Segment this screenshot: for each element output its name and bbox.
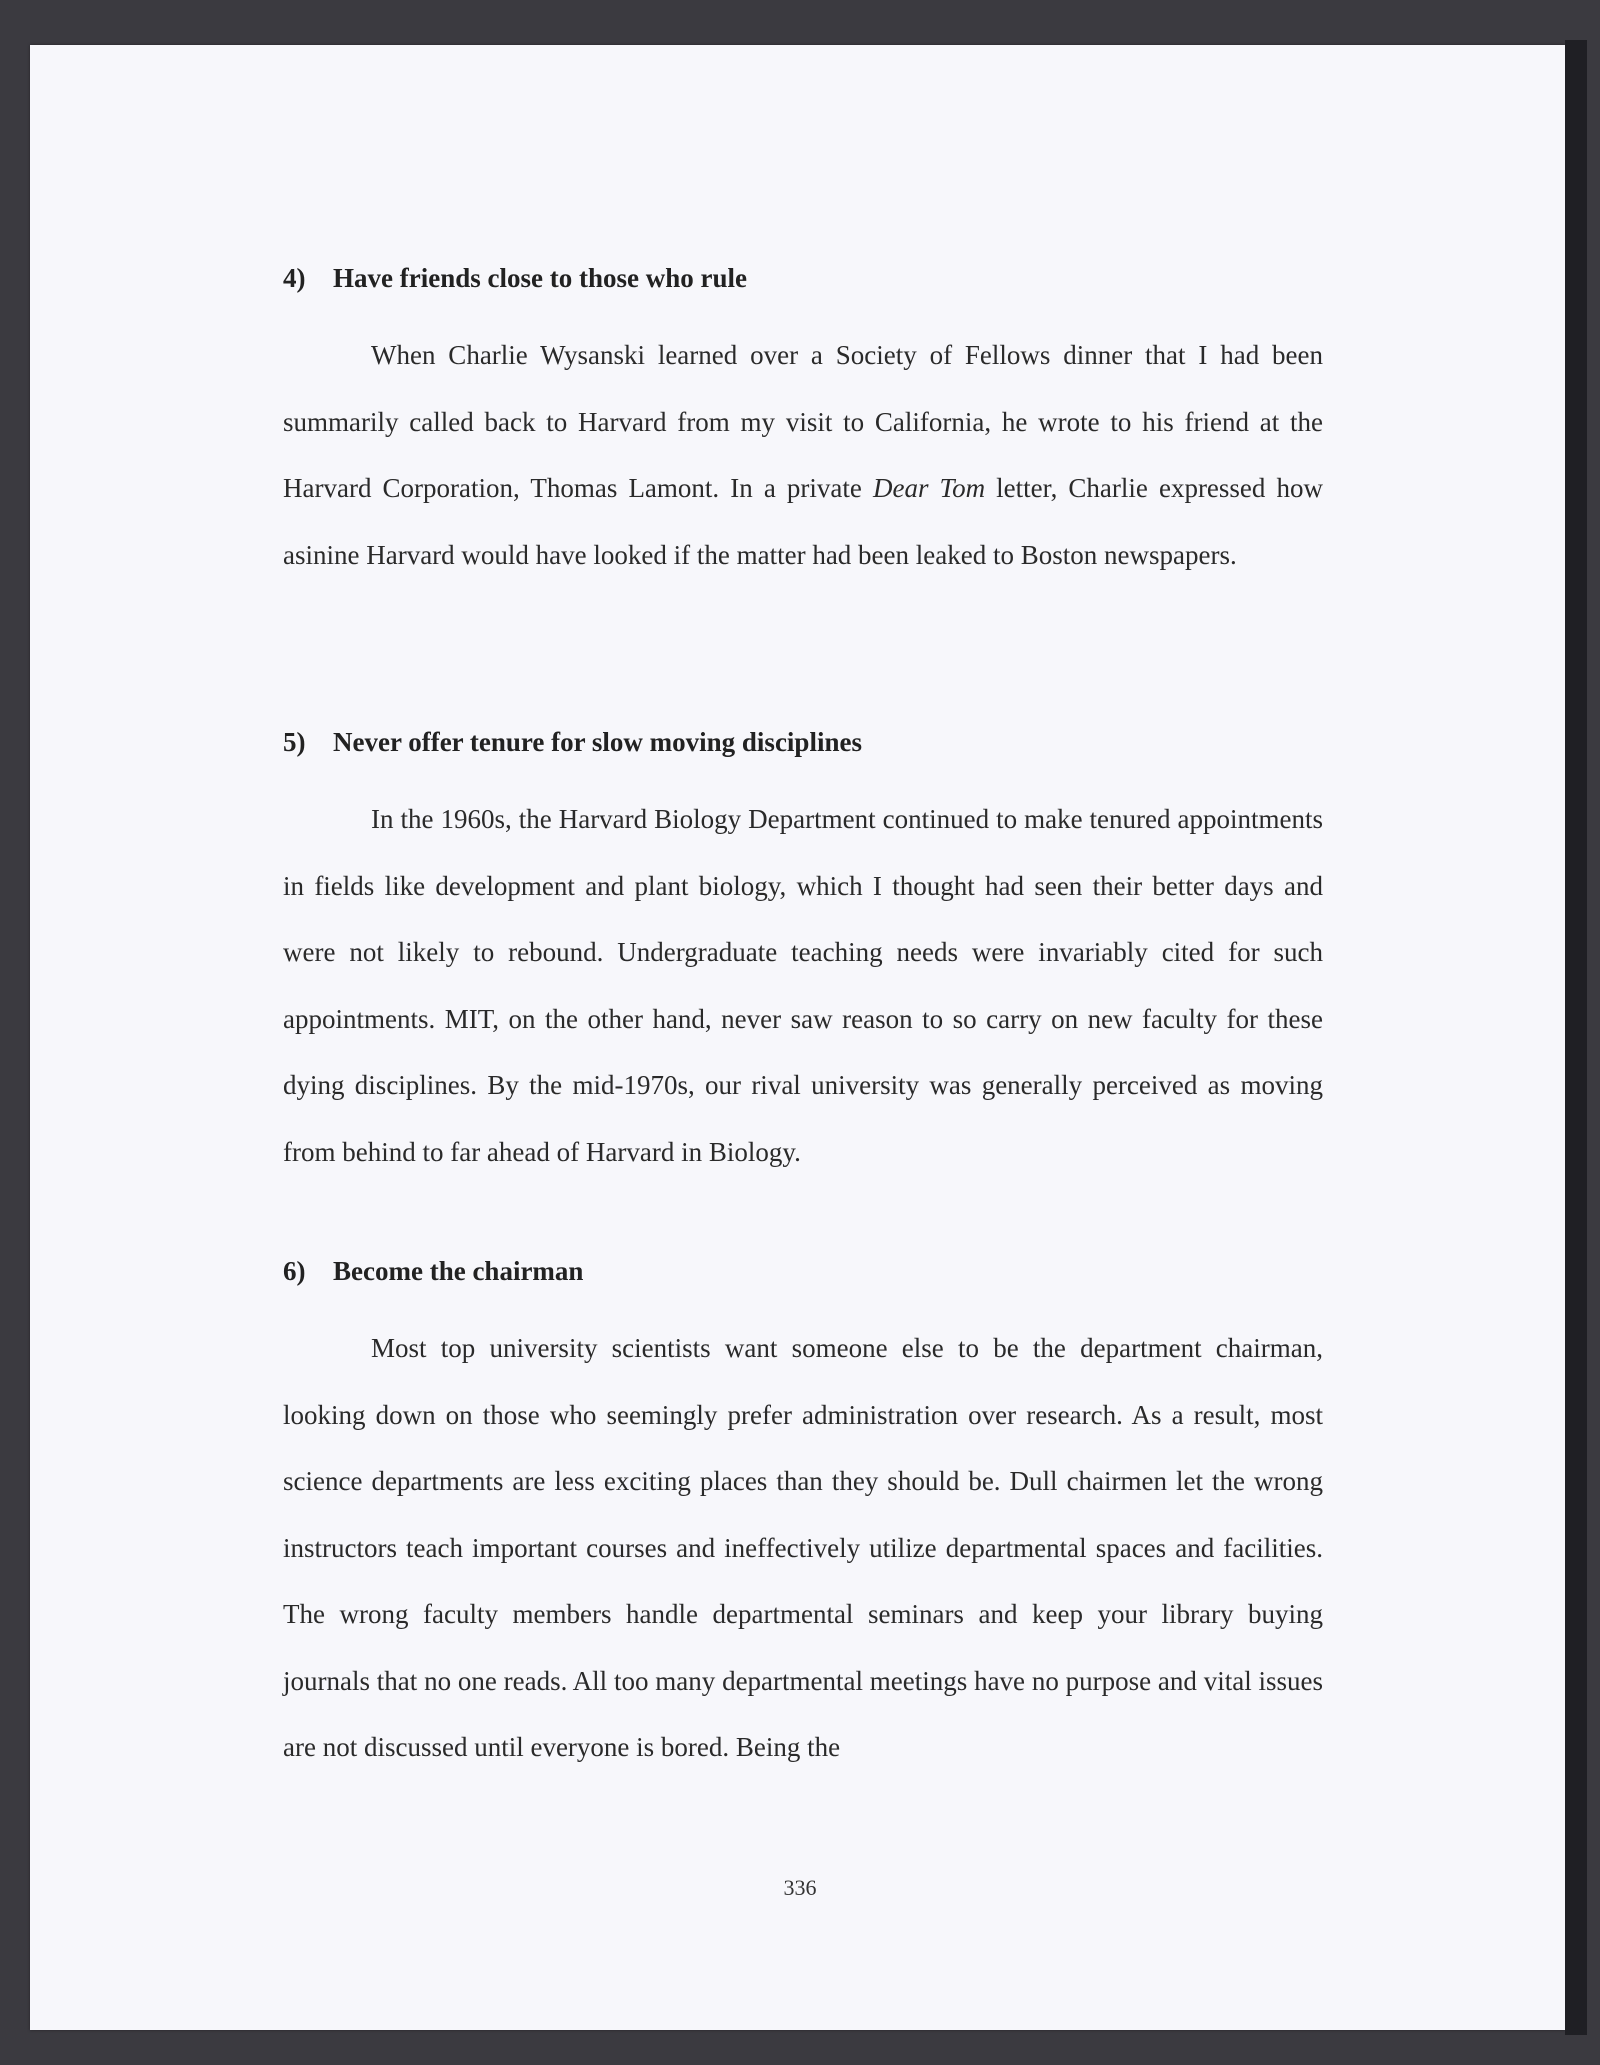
page-number: 336 xyxy=(783,1875,817,1900)
paragraph-italic-text: Dear Tom xyxy=(872,473,986,503)
section-number: 4) xyxy=(283,263,306,293)
page-edge-shadow xyxy=(1565,40,1587,2035)
section-heading xyxy=(283,1251,1323,1291)
section-paragraph: In the 1960s, the Harvard Biology Department continued to make tenured appointments in fields like development and plant biology, which I thought had seen their better days and were not likely to rebound. Undergraduate teaching needs were invariably cited for such appointments. MIT, on the other hand, never saw reason to so carry on new faculty for these dying disciplines. By the mid-1970s, our rival university was generally perceived as moving from behind to far ahead of Harvard in Biology. xyxy=(283,804,1323,1167)
section-title: Become the chairman xyxy=(333,1256,584,1286)
section-title: Have friends close to those who rule xyxy=(333,263,747,293)
section-5 xyxy=(283,722,1323,1185)
section-number: 5) xyxy=(283,727,306,757)
section-title: Never offer tenure for slow moving disciplines xyxy=(333,727,862,757)
section-4 xyxy=(283,258,1323,588)
section-paragraph: Most top university scientists want someone else to be the department chairman, looking down on those who seemingly prefer administration over research. As a result, most science departments are less exciting places than they should be. Dull chairmen let the wrong instructors teach important courses and ineffectively utilize departmental spaces and facilities. The wrong faculty members handle departmental seminars and keep your library buying journals that no one reads. All too many departmental meetings have no purpose and vital issues are not discussed until everyone is bored. Being the xyxy=(283,1333,1323,1762)
section-heading xyxy=(283,258,1323,298)
paragraph-text: When Charlie Wysanski learned over a Society of Fellows dinner that I had been summarily called back to Harvard from my visit to California, he wrote to his friend at the Harvard Corporation, Thomas Lamont. In a private xyxy=(283,340,1323,503)
section-number: 6) xyxy=(283,1256,306,1286)
section-6 xyxy=(283,1251,1323,1781)
section-paragraph xyxy=(283,322,1323,588)
paragraph-text: letter, Charlie expressed how asinine Harvard would have looked if the matter had been leaked to Boston newspapers. xyxy=(283,473,1324,570)
section-heading xyxy=(283,722,1323,762)
